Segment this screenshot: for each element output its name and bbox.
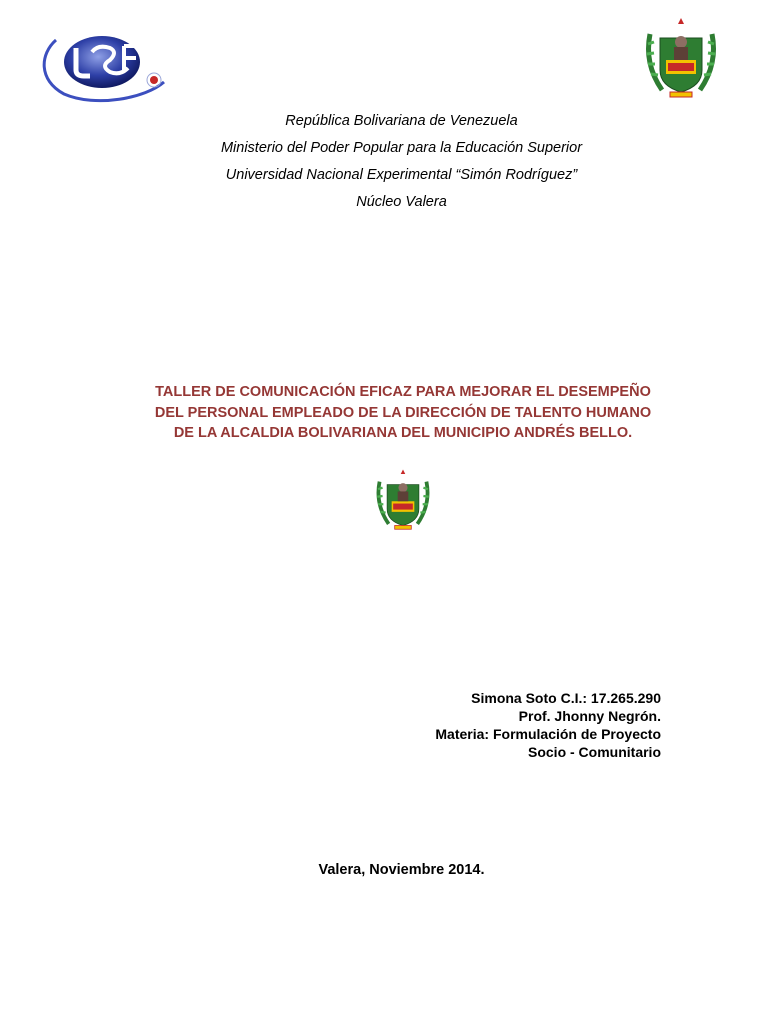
header-line-ministry: Ministerio del Poder Popular para la Educación Superior [220, 140, 583, 156]
university-logo-icon [36, 22, 172, 104]
header-line-republic: República Bolivariana de Venezuela [285, 113, 518, 129]
title-line-1: TALLER DE COMUNICACIÓN EFICAZ PARA MEJORAR EL DESEMPEÑO [155, 384, 651, 400]
institution-header [0, 108, 768, 216]
author-block [300, 689, 661, 761]
title-line-3: DE LA ALCALDIA BOLIVARIANA DEL MUNICIPIO ANDRÉS BELLO. [173, 425, 633, 441]
header-line-university: Universidad Nacional Experimental “Simón Rodríguez” [225, 167, 578, 183]
header-line-nucleus: Núcleo Valera [356, 194, 447, 210]
subject-line-continued: Socio - Comunitario [528, 744, 661, 760]
subject-line: Materia: Formulación de Proyecto [435, 726, 661, 742]
coat-of-arms-center-icon [372, 466, 434, 532]
coat-of-arms-icon [640, 14, 722, 100]
title-line-2: DEL PERSONAL EMPLEADO DE LA DIRECCIÓN DE TALENTO HUMANO [154, 404, 652, 421]
author-name: Simona Soto C.I.: 17.265.290 [471, 690, 661, 706]
document-title [130, 382, 676, 444]
place-date: Valera, Noviembre 2014. [318, 862, 485, 878]
professor-name: Prof. Jhonny Negrón. [518, 708, 661, 724]
